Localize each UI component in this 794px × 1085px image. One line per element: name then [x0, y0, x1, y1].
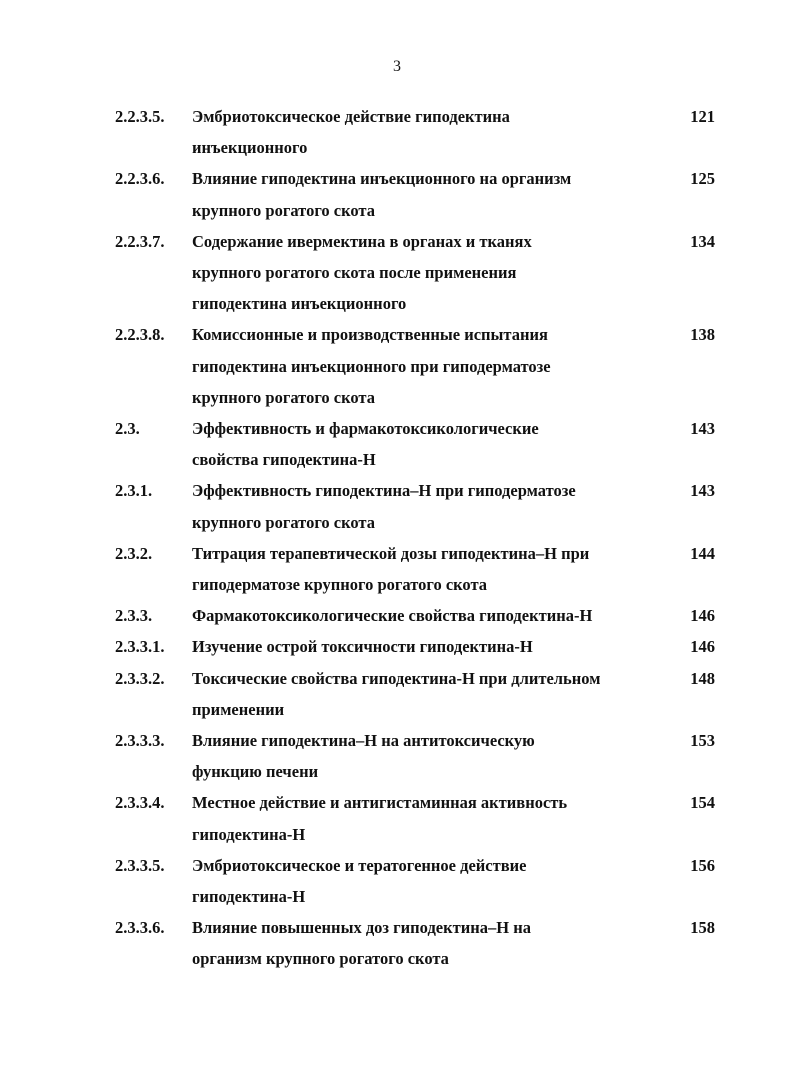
toc-entry	[115, 319, 715, 413]
toc-entry	[115, 725, 715, 787]
toc-entry-number: 2.3.3.5.	[115, 855, 165, 875]
toc-entry	[115, 787, 715, 849]
toc-entry-title: Комиссионные и производственные испытания гиподектина инъекционного при гиподерматозе крупного рогатого скота	[192, 325, 551, 407]
toc-entry-page: 134	[690, 231, 715, 251]
page-number: 3	[393, 58, 401, 75]
toc-entry-page: 143	[690, 481, 715, 501]
toc-entry	[115, 413, 715, 475]
toc-entry-number: 2.3.3.4.	[115, 793, 165, 813]
toc-entry-number: 2.2.3.8.	[115, 325, 165, 345]
toc-entry-number: 2.2.3.7.	[115, 231, 165, 251]
toc-entry	[115, 600, 715, 631]
toc-entry-page: 148	[690, 668, 715, 688]
toc-entry-title: Влияние гиподектина инъекционного на организм крупного рогатого скота	[192, 169, 572, 220]
toc-entry-page: 125	[690, 169, 715, 189]
toc-entry-page: 144	[690, 543, 715, 563]
toc-entry-number: 2.3.2.	[115, 543, 153, 563]
toc-entry	[115, 101, 715, 163]
toc-entry-number: 2.2.3.6.	[115, 169, 165, 189]
toc-entry	[115, 538, 715, 600]
toc-entry	[115, 163, 715, 225]
toc-entry-page: 143	[690, 419, 715, 439]
toc-entry-page: 146	[690, 637, 715, 657]
toc-entry	[115, 912, 715, 974]
toc-entry-title: Содержание ивермектина в органах и тканях крупного рогатого скота после применения гиподектина инъекционного	[192, 231, 532, 314]
toc-entry-page: 156	[690, 855, 715, 875]
toc-entry-number: 2.3.	[115, 419, 140, 439]
toc-entry-page: 154	[690, 793, 715, 813]
toc-entry-number: 2.3.3.3.	[115, 731, 165, 751]
toc-entry-number: 2.2.3.5.	[115, 107, 165, 126]
toc-entry-number: 2.3.3.	[115, 606, 153, 626]
toc-entry	[115, 631, 715, 662]
toc-entry-page: 146	[690, 606, 715, 626]
toc-entry-title: Влияние гиподектина–Н на антитоксическую функцию печени	[192, 731, 535, 782]
toc-entry-title: Местное действие и антигистаминная активность гиподектина-Н	[192, 793, 568, 844]
toc-entry-title: Влияние повышенных доз гиподектина–Н на организм крупного рогатого скота	[192, 918, 531, 969]
toc-entry-number: 2.3.1.	[115, 481, 153, 501]
toc-entry-title: Токсические свойства гиподектина-Н при длительном применении	[192, 668, 601, 719]
toc-entry-page: 158	[690, 918, 715, 938]
toc-entry-title: Эффективность и фармакотоксикологические свойства гиподектина-Н	[192, 419, 539, 470]
toc-entry	[115, 475, 715, 537]
toc-entry-page: 121	[690, 107, 715, 126]
toc-entry	[115, 226, 715, 320]
table-of-contents	[115, 101, 715, 975]
toc-entry-page: 138	[690, 325, 715, 345]
toc-entry-title: Эмбриотоксическое действие гиподектина инъекционного	[192, 107, 510, 158]
toc-entry-page: 153	[690, 731, 715, 751]
toc-entry-title: Титрация терапевтической дозы гиподектина–Н при гиподерматозе крупного рогатого скота	[192, 543, 590, 595]
toc-entry-number: 2.3.3.6.	[115, 918, 165, 938]
toc-entry-title: Эффективность гиподектина–Н при гиподерматозе крупного рогатого скота	[192, 481, 576, 532]
toc-entry-title: Изучение острой токсичности гиподектина-Н	[192, 637, 533, 657]
toc-entry-number: 2.3.3.1.	[115, 637, 165, 657]
toc-entry-title: Эмбриотоксическое и тератогенное действие гиподектина-Н	[192, 855, 527, 907]
toc-entry-number: 2.3.3.2.	[115, 668, 165, 688]
toc-entry	[115, 663, 715, 725]
toc-entry-title: Фармакотоксикологические свойства гиподектина-Н	[192, 606, 593, 626]
toc-entry	[115, 850, 715, 912]
